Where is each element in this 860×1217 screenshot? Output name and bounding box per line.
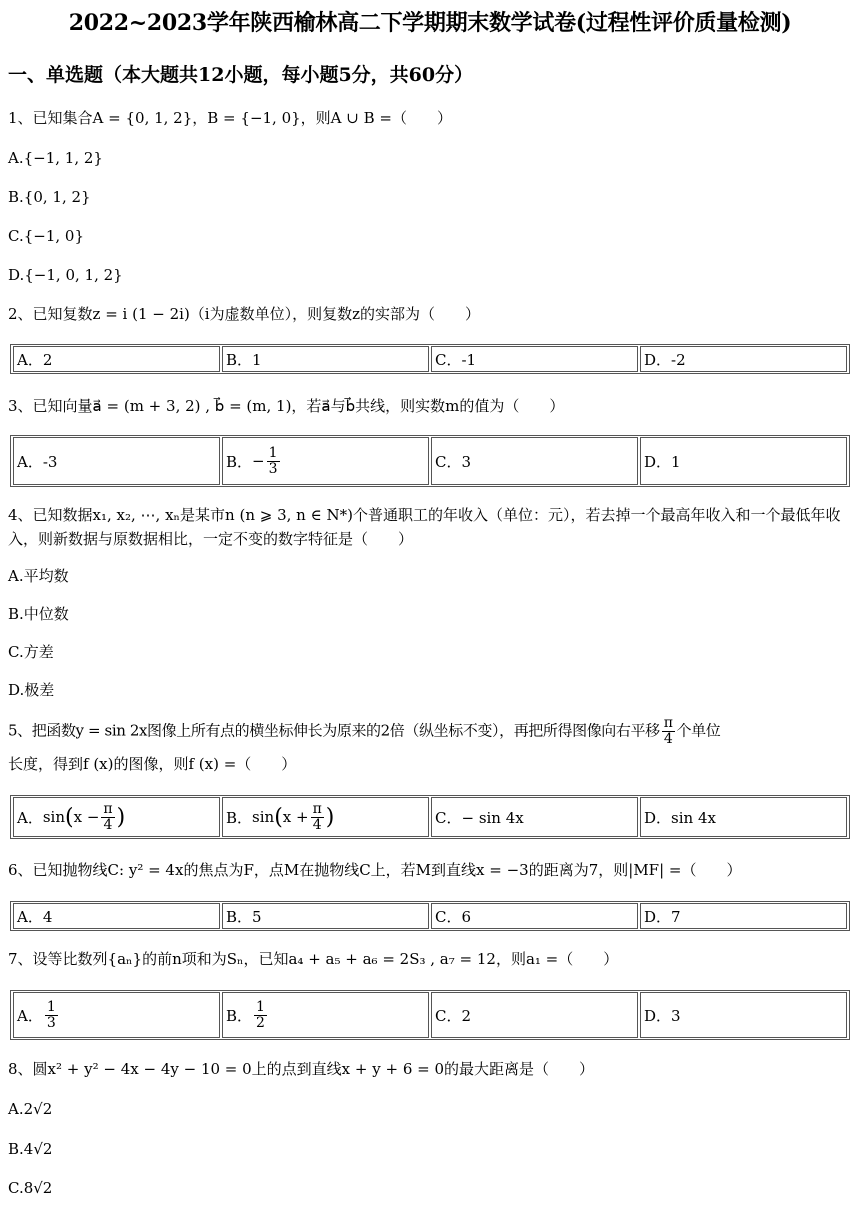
expression: x + [282, 808, 309, 826]
fraction [101, 802, 114, 833]
question-5-option-d[interactable]: D．sin 4x [640, 797, 847, 837]
question-5-option-c[interactable]: C．− sin 4x [431, 797, 638, 837]
question-7-option-b[interactable] [222, 992, 429, 1038]
fraction-denominator: 3 [46, 1014, 56, 1031]
question-6-option-a[interactable]: A．4 [13, 903, 220, 929]
question-4-stem: 4、已知数据x₁, x₂, ⋯, xₙ是某市n (n ⩾ 3, n ∈ N*)个普通职工的年收入（单位：元），若去掉一个最高年收入和一个最低年收入，则新数据与原数据相比，一定不变的数字特征是（ ） [8, 506, 841, 548]
page-title: 2022~2023学年陕西榆林高二下学期期末数学试卷(过程性评价质量检测) [68, 10, 792, 36]
option-label: A． [17, 1006, 43, 1025]
question-2-option-b[interactable]: B．1 [222, 346, 429, 372]
question-1-option-b[interactable]: B.{0, 1, 2} [8, 188, 91, 206]
question-6-option-d[interactable]: D．7 [640, 903, 847, 929]
fraction-denominator: 4 [103, 816, 113, 833]
sin-function: sin [42, 808, 65, 826]
option-label: A． [17, 808, 43, 827]
question-1-option-a[interactable]: A.{−1, 1, 2} [8, 149, 103, 167]
close-paren: ) [325, 804, 335, 830]
fraction-numerator: π [103, 800, 113, 817]
question-5-option-b[interactable] [222, 797, 429, 837]
question-5-option-a[interactable] [13, 797, 220, 837]
question-7-stem: 7、设等比数列{aₙ}的前n项和为Sₙ，已知a₄ + a₅ + a₆ = 2S₃ , a₇ = 12，则a₁ =（ ） [8, 950, 619, 968]
question-1-stem: 1、已知集合A = {0, 1, 2}，B = {−1, 0}，则A ∪ B =（ ） [8, 109, 452, 127]
question-3-options [10, 435, 850, 487]
fraction-numerator: π [663, 715, 673, 731]
fraction [662, 716, 675, 747]
question-7-options [10, 990, 850, 1040]
question-5-options [10, 795, 850, 839]
question-5-stem-line1 [8, 716, 853, 747]
question-3-stem: 3、已知向量a⃗ = (m + 3, 2) , b⃗ = (m, 1)，若a⃗与b⃗共线，则实数m的值为（ ） [8, 397, 565, 415]
question-2-options [10, 344, 850, 374]
question-3-option-c[interactable]: C．3 [431, 437, 638, 485]
fraction-numerator: 1 [46, 998, 56, 1015]
question-1-option-c[interactable]: C.{−1, 0} [8, 227, 84, 245]
question-6-options [10, 901, 850, 931]
question-5-stem-line2: 长度，得到f (x)的图像，则f (x) =（ ） [8, 755, 297, 773]
open-paren: ( [65, 804, 74, 830]
question-2-option-c[interactable]: C．-1 [431, 346, 638, 372]
question-4-option-d[interactable]: D.极差 [8, 681, 55, 699]
option-label: B． [226, 808, 253, 827]
sin-function: sin [252, 808, 275, 826]
option-label: B． [226, 452, 253, 471]
question-8-option-c[interactable]: C.8√2 [8, 1179, 53, 1197]
question-6-option-c[interactable]: C．6 [431, 903, 638, 929]
question-6-stem: 6、已知抛物线C: y² = 4x的焦点为F，点M在抛物线C上，若M到直线x = −3的距离为7，则|MF| =（ ） [8, 861, 742, 879]
question-7-option-d[interactable]: D．3 [640, 992, 847, 1038]
fraction [254, 1000, 267, 1031]
question-7-option-c[interactable]: C．2 [431, 992, 638, 1038]
fraction-denominator: 2 [256, 1014, 265, 1031]
fraction-numerator: 1 [256, 998, 265, 1015]
question-8-stem: 8、圆x² + y² − 4x − 4y − 10 = 0上的点到直线x + y + 6 = 0的最大距离是（ ） [8, 1060, 595, 1078]
fraction [267, 446, 280, 477]
section-heading: 一、单选题（本大题共12小题，每小题5分，共60分） [8, 64, 474, 86]
question-2-option-d[interactable]: D．-2 [640, 346, 847, 372]
question-3-option-d[interactable]: D．1 [640, 437, 847, 485]
expression: x − [73, 808, 100, 826]
question-2-stem: 2、已知复数z = i (1 − 2i)（i为虚数单位），则复数z的实部为（ ） [8, 305, 481, 323]
question-7-option-a[interactable] [13, 992, 220, 1038]
fraction-denominator: 4 [312, 816, 322, 833]
question-8-option-a[interactable]: A.2√2 [8, 1100, 53, 1118]
fraction-denominator: 3 [268, 460, 278, 477]
fraction-numerator: 1 [268, 444, 278, 461]
open-paren: ( [274, 804, 283, 830]
question-1-option-d[interactable]: D.{−1, 0, 1, 2} [8, 266, 123, 284]
question-3-option-b[interactable] [222, 437, 429, 485]
question-2-option-a[interactable]: A．2 [13, 346, 220, 372]
question-4-option-c[interactable]: C.方差 [8, 643, 54, 661]
question-3-option-a[interactable]: A．-3 [13, 437, 220, 485]
fraction-denominator: 4 [663, 731, 673, 747]
question-4-option-b[interactable]: B.中位数 [8, 605, 69, 623]
question-6-option-b[interactable]: B．5 [222, 903, 429, 929]
fraction [45, 1000, 58, 1031]
question-4-option-a[interactable]: A.平均数 [8, 567, 69, 585]
close-paren: ) [116, 804, 126, 830]
question-5-stem-part-a: 5、把函数y = sin 2x图像上所有点的横坐标伸长为原来的2倍（纵坐标不变），再把所得图像向右平移 [8, 721, 660, 740]
fraction [311, 802, 324, 833]
option-label: B． [226, 1006, 253, 1025]
fraction-sign: − [252, 452, 265, 470]
question-5-stem-part-b: 个单位 [676, 721, 721, 740]
question-8-option-b[interactable]: B.4√2 [8, 1140, 53, 1158]
fraction-numerator: π [312, 800, 322, 817]
